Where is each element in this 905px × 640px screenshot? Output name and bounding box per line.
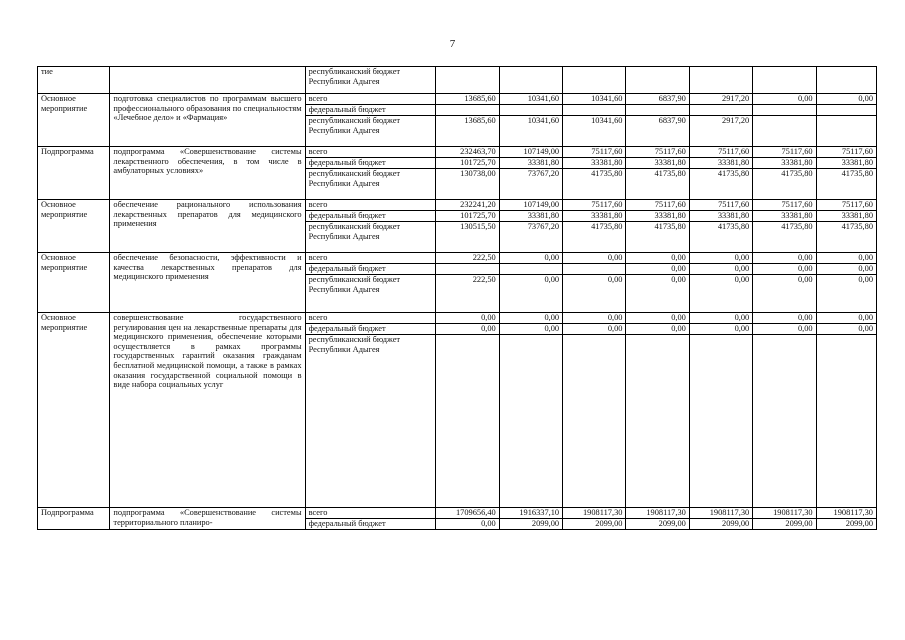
amount-cell: 2099,00 <box>816 519 876 530</box>
amount-cell: 0,00 <box>689 324 752 335</box>
amount-cell: 0,00 <box>626 324 689 335</box>
amount-cell: 0,00 <box>563 313 626 324</box>
table-row <box>38 313 877 324</box>
amount-cell <box>436 264 499 275</box>
amount-cell <box>499 264 562 275</box>
amount-cell: 33381,80 <box>563 158 626 169</box>
activity-description: совершенствование государственного регулирования цен на лекарственные препараты для медицинского применения, обеспечение которыми осуществляется в рамках программы государственных гарантий оказания гражданам бесплатной медицинской помощи, а также в рамках оказания государственной социальной помощи в виде набора социальных услуг <box>110 313 305 508</box>
amount-cell: 33381,80 <box>499 158 562 169</box>
amount-cell: 0,00 <box>689 264 752 275</box>
amount-cell: 232241,20 <box>436 200 499 211</box>
amount-cell: 0,00 <box>753 324 816 335</box>
table-row <box>38 147 877 158</box>
amount-cell: 1916337,10 <box>499 508 562 519</box>
amount-cell <box>626 335 689 508</box>
amount-cell: 0,00 <box>626 264 689 275</box>
amount-cell: 0,00 <box>689 313 752 324</box>
amount-cell: 232463,70 <box>436 147 499 158</box>
funding-source: республиканский бюджет Республики Адыгея <box>305 116 436 147</box>
amount-cell: 41735,80 <box>753 222 816 253</box>
amount-cell <box>816 67 876 94</box>
amount-cell <box>499 335 562 508</box>
amount-cell: 107149,00 <box>499 200 562 211</box>
amount-cell: 2917,20 <box>689 94 752 105</box>
funding-source: республиканский бюджет Республики Адыгея <box>305 67 436 94</box>
amount-cell: 33381,80 <box>499 211 562 222</box>
amount-cell: 75117,60 <box>689 200 752 211</box>
amount-cell: 41735,80 <box>626 222 689 253</box>
amount-cell: 2099,00 <box>689 519 752 530</box>
amount-cell <box>753 335 816 508</box>
amount-cell: 73767,20 <box>499 169 562 200</box>
amount-cell <box>499 67 562 94</box>
amount-cell: 10341,60 <box>499 94 562 105</box>
funding-source: всего <box>305 253 436 264</box>
amount-cell: 0,00 <box>436 324 499 335</box>
amount-cell: 0,00 <box>563 324 626 335</box>
funding-source: всего <box>305 508 436 519</box>
amount-cell: 33381,80 <box>689 158 752 169</box>
amount-cell: 33381,80 <box>626 211 689 222</box>
amount-cell: 75117,60 <box>816 147 876 158</box>
amount-cell: 0,00 <box>689 253 752 264</box>
table-row <box>38 200 877 211</box>
amount-cell <box>436 335 499 508</box>
amount-cell <box>563 105 626 116</box>
activity-type: Подпрограмма <box>38 508 110 530</box>
amount-cell: 75117,60 <box>689 147 752 158</box>
amount-cell: 1908117,30 <box>626 508 689 519</box>
amount-cell: 75117,60 <box>753 147 816 158</box>
page-number: 7 <box>449 38 456 50</box>
amount-cell: 75117,60 <box>563 200 626 211</box>
amount-cell: 0,00 <box>816 324 876 335</box>
funding-source: республиканский бюджет Республики Адыгея <box>305 335 436 508</box>
funding-source: всего <box>305 147 436 158</box>
amount-cell: 2099,00 <box>499 519 562 530</box>
amount-cell: 0,00 <box>753 275 816 313</box>
amount-cell: 0,00 <box>499 313 562 324</box>
amount-cell <box>816 105 876 116</box>
table-row <box>38 94 877 105</box>
amount-cell: 0,00 <box>563 253 626 264</box>
amount-cell: 1908117,30 <box>753 508 816 519</box>
amount-cell <box>563 67 626 94</box>
amount-cell <box>436 67 499 94</box>
amount-cell: 2099,00 <box>626 519 689 530</box>
amount-cell: 33381,80 <box>626 158 689 169</box>
amount-cell: 41735,80 <box>626 169 689 200</box>
amount-cell: 2099,00 <box>563 519 626 530</box>
funding-source: всего <box>305 313 436 324</box>
amount-cell: 0,00 <box>436 313 499 324</box>
amount-cell: 0,00 <box>816 94 876 105</box>
amount-cell: 222,50 <box>436 253 499 264</box>
amount-cell <box>436 105 499 116</box>
amount-cell: 10341,60 <box>499 116 562 147</box>
amount-cell: 75117,60 <box>626 200 689 211</box>
amount-cell: 33381,80 <box>816 158 876 169</box>
funding-source: федеральный бюджет <box>305 105 436 116</box>
activity-description: подготовка специалистов по программам высшего профессионального образования по специальностям «Лечебное дело» и «Фармация» <box>110 94 305 147</box>
table-row <box>38 508 877 519</box>
activity-type: Основное мероприятие <box>38 94 110 147</box>
amount-cell <box>816 335 876 508</box>
amount-cell: 75117,60 <box>753 200 816 211</box>
amount-cell: 0,00 <box>436 519 499 530</box>
amount-cell: 0,00 <box>816 313 876 324</box>
amount-cell: 41735,80 <box>563 222 626 253</box>
activity-description: обеспечение безопасности, эффективности и качества лекарственных препаратов для медицинского применения <box>110 253 305 313</box>
amount-cell: 107149,00 <box>499 147 562 158</box>
amount-cell <box>499 105 562 116</box>
amount-cell: 101725,70 <box>436 158 499 169</box>
funding-source: республиканский бюджет Республики Адыгея <box>305 222 436 253</box>
amount-cell: 0,00 <box>753 264 816 275</box>
amount-cell: 41735,80 <box>753 169 816 200</box>
amount-cell: 0,00 <box>499 275 562 313</box>
amount-cell: 0,00 <box>499 324 562 335</box>
funding-source: федеральный бюджет <box>305 324 436 335</box>
amount-cell: 33381,80 <box>689 211 752 222</box>
amount-cell <box>689 335 752 508</box>
amount-cell: 6837,90 <box>626 116 689 147</box>
activity-description: подпрограмма «Совершенствование системы лекарственного обеспечения, в том числе в амбулаторных условиях» <box>110 147 305 200</box>
amount-cell: 0,00 <box>816 275 876 313</box>
amount-cell: 41735,80 <box>563 169 626 200</box>
amount-cell: 0,00 <box>626 313 689 324</box>
activity-type: Основное мероприятие <box>38 253 110 313</box>
amount-cell <box>689 67 752 94</box>
amount-cell: 73767,20 <box>499 222 562 253</box>
activity-type: Основное мероприятие <box>38 200 110 253</box>
amount-cell: 0,00 <box>753 313 816 324</box>
funding-source: федеральный бюджет <box>305 264 436 275</box>
activity-description <box>110 67 305 94</box>
amount-cell <box>563 335 626 508</box>
amount-cell: 0,00 <box>499 253 562 264</box>
funding-source: республиканский бюджет Республики Адыгея <box>305 275 436 313</box>
amount-cell <box>753 105 816 116</box>
amount-cell: 33381,80 <box>753 158 816 169</box>
activity-type: Подпрограмма <box>38 147 110 200</box>
activity-description: подпрограмма «Совершенствование системы территориального планиро- <box>110 508 305 530</box>
amount-cell: 1709656,40 <box>436 508 499 519</box>
amount-cell: 2917,20 <box>689 116 752 147</box>
amount-cell: 1908117,30 <box>689 508 752 519</box>
amount-cell <box>816 116 876 147</box>
budget-table <box>37 66 877 530</box>
amount-cell: 0,00 <box>563 275 626 313</box>
amount-cell: 10341,60 <box>563 116 626 147</box>
amount-cell: 1908117,30 <box>563 508 626 519</box>
amount-cell <box>563 264 626 275</box>
amount-cell <box>689 105 752 116</box>
funding-source: федеральный бюджет <box>305 211 436 222</box>
amount-cell: 0,00 <box>626 275 689 313</box>
amount-cell: 101725,70 <box>436 211 499 222</box>
funding-source: всего <box>305 94 436 105</box>
amount-cell: 41735,80 <box>816 222 876 253</box>
amount-cell: 0,00 <box>689 275 752 313</box>
amount-cell <box>753 116 816 147</box>
amount-cell: 0,00 <box>816 264 876 275</box>
amount-cell <box>753 67 816 94</box>
amount-cell: 13685,60 <box>436 116 499 147</box>
budget-table-body <box>38 67 877 530</box>
amount-cell: 10341,60 <box>563 94 626 105</box>
amount-cell: 41735,80 <box>689 222 752 253</box>
activity-type: тие <box>38 67 110 94</box>
amount-cell: 0,00 <box>816 253 876 264</box>
amount-cell: 13685,60 <box>436 94 499 105</box>
amount-cell: 41735,80 <box>816 169 876 200</box>
amount-cell: 0,00 <box>753 94 816 105</box>
amount-cell <box>626 105 689 116</box>
amount-cell <box>626 67 689 94</box>
amount-cell: 1908117,30 <box>816 508 876 519</box>
amount-cell: 33381,80 <box>816 211 876 222</box>
amount-cell: 0,00 <box>626 253 689 264</box>
amount-cell: 130738,00 <box>436 169 499 200</box>
amount-cell: 33381,80 <box>753 211 816 222</box>
table-row <box>38 67 877 94</box>
funding-source: республиканский бюджет Республики Адыгея <box>305 169 436 200</box>
amount-cell: 75117,60 <box>816 200 876 211</box>
amount-cell: 75117,60 <box>626 147 689 158</box>
amount-cell: 222,50 <box>436 275 499 313</box>
amount-cell: 33381,80 <box>563 211 626 222</box>
funding-source: федеральный бюджет <box>305 519 436 530</box>
activity-description: обеспечение рационального использования лекарственных препаратов для медицинского применения <box>110 200 305 253</box>
funding-source: всего <box>305 200 436 211</box>
amount-cell: 41735,80 <box>689 169 752 200</box>
amount-cell: 6837,90 <box>626 94 689 105</box>
table-row <box>38 253 877 264</box>
amount-cell: 0,00 <box>753 253 816 264</box>
amount-cell: 2099,00 <box>753 519 816 530</box>
amount-cell: 130515,50 <box>436 222 499 253</box>
activity-type: Основное мероприятие <box>38 313 110 508</box>
amount-cell: 75117,60 <box>563 147 626 158</box>
funding-source: федеральный бюджет <box>305 158 436 169</box>
